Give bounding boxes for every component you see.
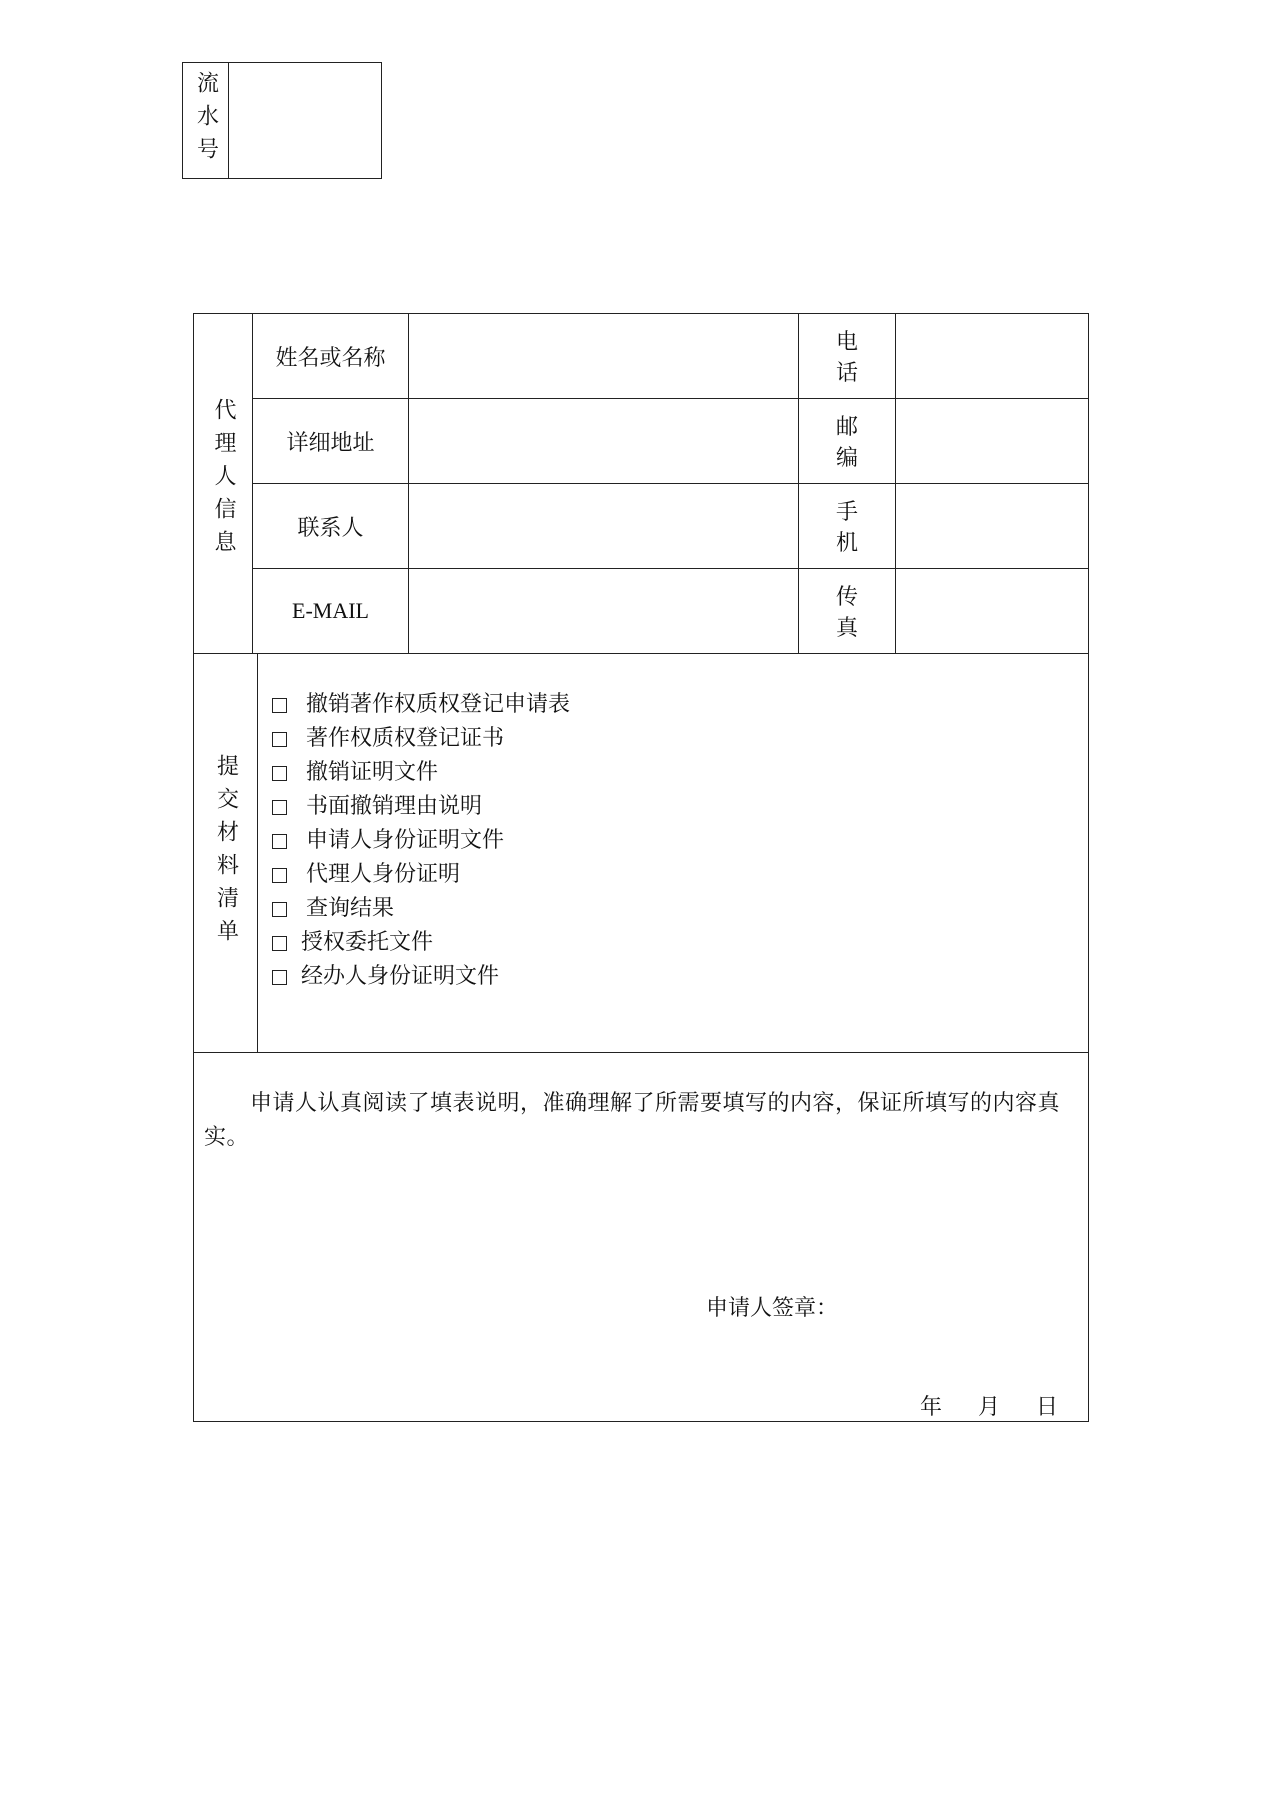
material-item-label: 申请人身份证明文件 — [306, 828, 505, 853]
address-field[interactable] — [409, 399, 799, 484]
postcode-label: 邮编 — [799, 399, 896, 484]
material-item-label: 撤销证明文件 — [306, 760, 439, 785]
materials-checklist — [258, 654, 570, 1052]
checkbox-icon[interactable] — [272, 902, 287, 917]
agent-row-email — [194, 569, 1089, 654]
serial-number-label-cell — [183, 63, 229, 178]
checkbox-icon[interactable] — [272, 868, 287, 883]
material-item[interactable] — [272, 790, 570, 824]
checkbox-icon[interactable] — [272, 970, 287, 985]
material-item[interactable] — [272, 926, 570, 960]
application-form-table — [193, 313, 1089, 1422]
contact-field[interactable] — [409, 484, 799, 569]
material-item[interactable] — [272, 892, 570, 926]
material-item[interactable] — [272, 688, 570, 722]
checkbox-icon[interactable] — [272, 766, 287, 781]
material-item-label: 查询结果 — [306, 896, 395, 921]
material-item[interactable] — [272, 722, 570, 756]
agent-row-contact — [194, 484, 1089, 569]
materials-section-label: 提交材料清单 — [213, 754, 239, 952]
fax-label: 传真 — [799, 569, 896, 654]
checkbox-icon[interactable] — [272, 800, 287, 815]
signature-label: 申请人签章： — [706, 1296, 839, 1321]
checkbox-icon[interactable] — [272, 936, 287, 951]
phone-label: 电话 — [799, 314, 896, 399]
date-day-label: 日 — [1035, 1395, 1058, 1420]
material-item[interactable] — [272, 824, 570, 858]
mobile-label: 手机 — [799, 484, 896, 569]
materials-cell — [194, 654, 1089, 1053]
agent-section-label: 代理人信息 — [211, 398, 236, 563]
material-item[interactable] — [272, 756, 570, 790]
email-label: E-MAIL — [253, 569, 409, 654]
material-item-label: 代理人身份证明 — [306, 862, 461, 887]
material-item-label: 授权委托文件 — [301, 930, 434, 955]
serial-number-box — [182, 62, 382, 179]
declaration-cell — [194, 1053, 1089, 1422]
material-item-label: 书面撤销理由说明 — [306, 794, 483, 819]
agent-row-address — [194, 399, 1089, 484]
material-item[interactable] — [272, 858, 570, 892]
agent-section-label-cell — [194, 314, 253, 654]
postcode-field[interactable] — [896, 399, 1089, 484]
phone-field[interactable] — [896, 314, 1089, 399]
date-month-label: 月 — [977, 1395, 1000, 1420]
mobile-field[interactable] — [896, 484, 1089, 569]
declaration-row — [194, 1053, 1089, 1422]
checkbox-icon[interactable] — [272, 732, 287, 747]
materials-section-label-cell — [194, 654, 258, 1052]
materials-row — [194, 654, 1089, 1053]
checkbox-icon[interactable] — [272, 834, 287, 849]
fax-field[interactable] — [896, 569, 1089, 654]
material-item[interactable] — [272, 960, 570, 994]
agent-row-name — [194, 314, 1089, 399]
address-label: 详细地址 — [253, 399, 409, 484]
serial-number-label: 流水号 — [193, 71, 219, 170]
date-year-label: 年 — [919, 1395, 942, 1420]
name-field[interactable] — [409, 314, 799, 399]
contact-label: 联系人 — [253, 484, 409, 569]
date-line — [920, 1390, 1058, 1421]
material-item-label: 著作权质权登记证书 — [306, 726, 505, 751]
email-field[interactable] — [409, 569, 799, 654]
checkbox-icon[interactable] — [272, 698, 287, 713]
name-label: 姓名或名称 — [253, 314, 409, 399]
serial-number-field[interactable] — [229, 63, 381, 178]
material-item-label: 经办人身份证明文件 — [301, 964, 500, 989]
material-item-label: 撤销著作权质权登记申请表 — [306, 692, 571, 717]
declaration-text: 申请人认真阅读了填表说明，准确理解了所需要填写的内容，保证所填写的内容真实。 — [204, 1091, 1061, 1150]
